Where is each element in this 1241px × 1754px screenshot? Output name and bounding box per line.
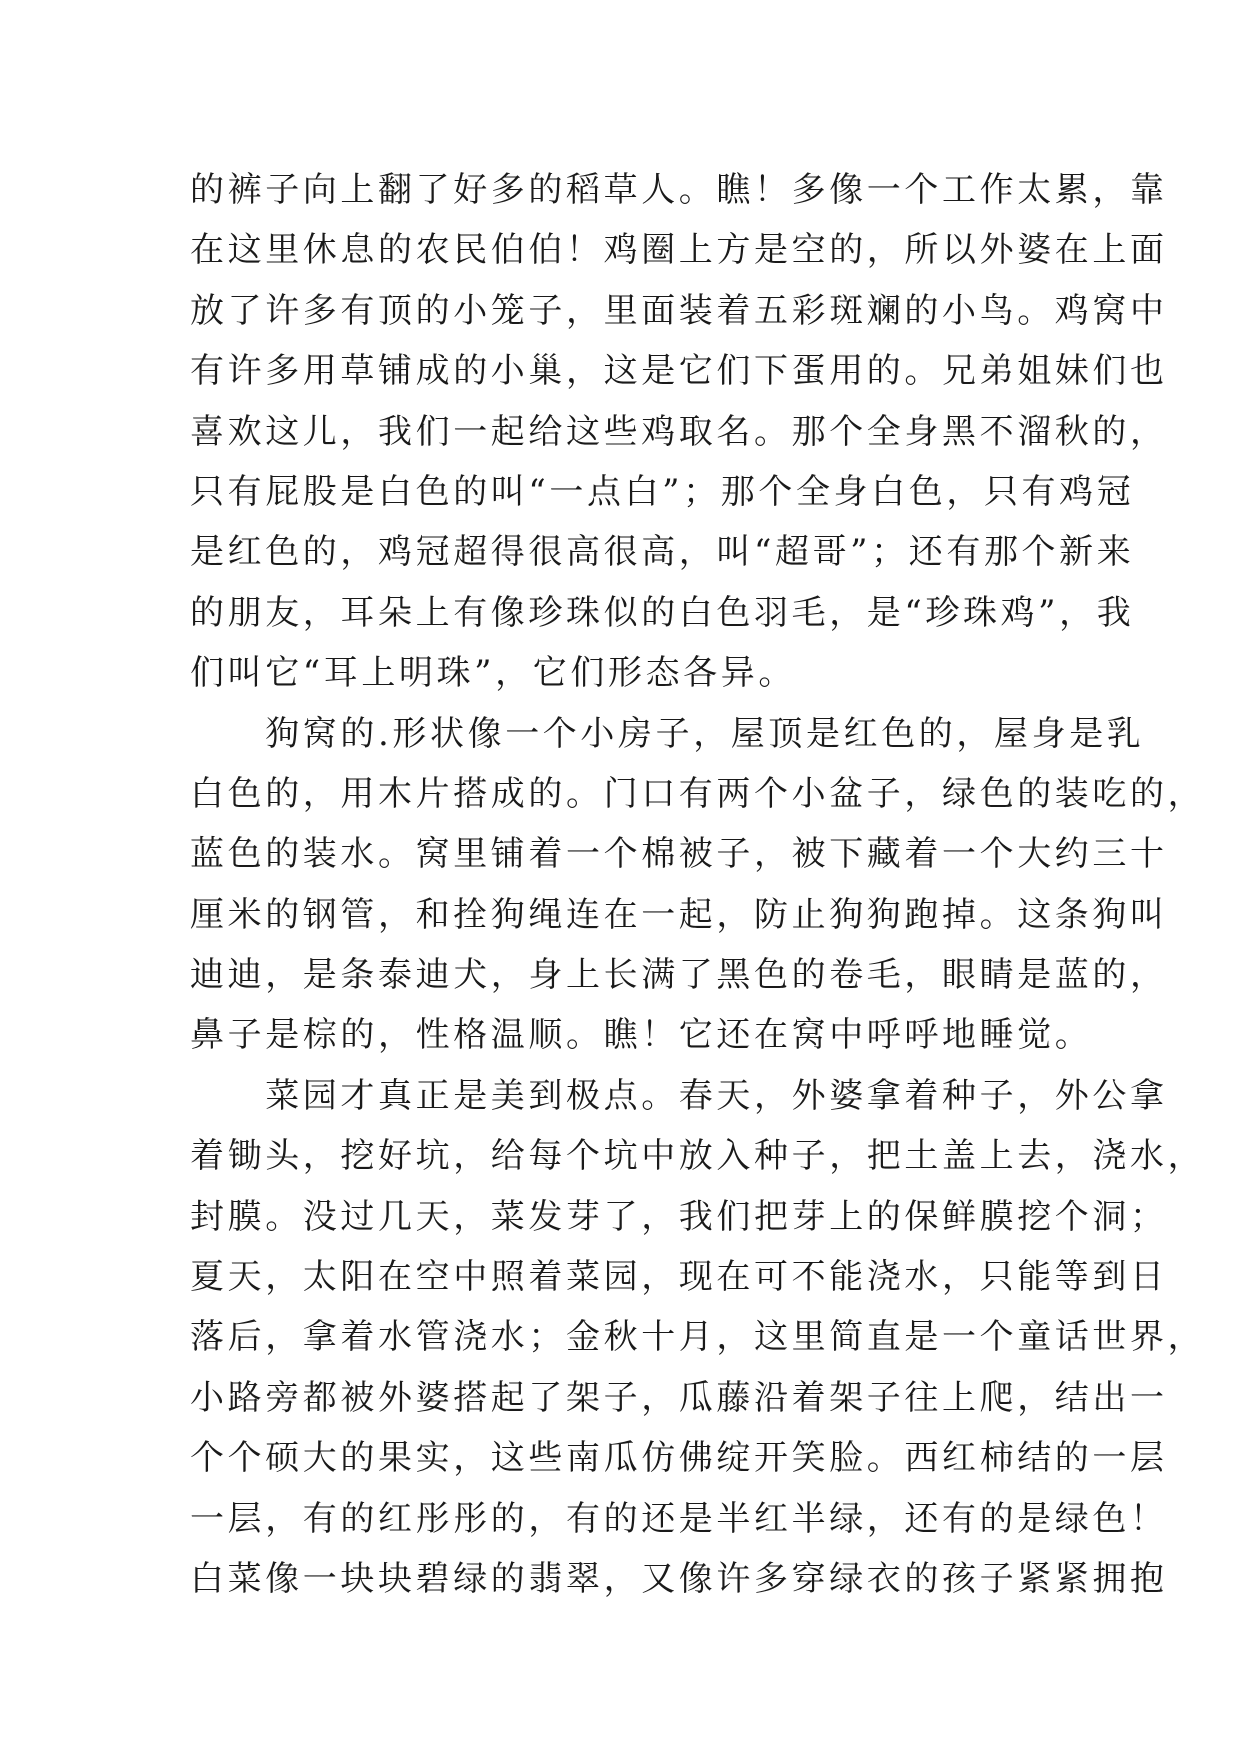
text-line: 蓝色的装水。窝里铺着一个棉被子，被下藏着一个大约三十 bbox=[190, 834, 1168, 875]
text-line: 们叫它“耳上明珠”，它们形态各异。 bbox=[190, 653, 796, 694]
text-line: 封膜。没过几天，菜发芽了，我们把芽上的保鲜膜挖个洞； bbox=[190, 1196, 1168, 1237]
text-line: 一层，有的红彤彤的，有的还是半红半绿，还有的是绿色！ bbox=[190, 1498, 1168, 1539]
paragraph-vegetable-garden bbox=[190, 1066, 1206, 1610]
text-line: 厘米的钢管，和拴狗绳连在一起，防止狗狗跑掉。这条狗叫 bbox=[190, 894, 1168, 935]
text-line: 放了许多有顶的小笼子，里面装着五彩斑斓的小鸟。鸡窝中 bbox=[190, 290, 1168, 331]
text-line: 的裤子向上翻了好多的稻草人。瞧！多像一个工作太累，靠 bbox=[190, 170, 1168, 210]
text-line: 狗窝的.形状像一个小房子，屋顶是红色的，屋身是乳 bbox=[190, 713, 1145, 754]
text-line: 的朋友，耳朵上有像珍珠似的白色羽毛，是“珍珠鸡”，我 bbox=[190, 592, 1135, 633]
text-line: 迪迪，是条泰迪犬，身上长满了黑色的卷毛，眼睛是蓝的， bbox=[190, 955, 1168, 996]
text-line: 喜欢这儿，我们一起给这些鸡取名。那个全身黑不溜秋的， bbox=[190, 411, 1168, 452]
text-line: 菜园才真正是美到极点。春天，外婆拿着种子，外公拿 bbox=[190, 1075, 1168, 1116]
paragraph-dog-kennel bbox=[190, 704, 1206, 1066]
text-line: 落后，拿着水管浇水；金秋十月，这里简直是一个童话世界， bbox=[190, 1317, 1206, 1358]
text-line: 着锄头，挖好坑，给每个坑中放入种子，把土盖上去，浇水， bbox=[190, 1136, 1206, 1177]
paragraph-chicken-coop bbox=[190, 160, 1168, 704]
text-line: 个个硕大的果实，这些南瓜仿佛绽开笑脸。西红柿结的一层 bbox=[190, 1438, 1168, 1479]
text-line: 夏天，太阳在空中照着菜园，现在可不能浇水，只能等到日 bbox=[190, 1257, 1168, 1298]
text-line: 鼻子是棕的，性格温顺。瞧！它还在窝中呼呼地睡觉。 bbox=[190, 1015, 1093, 1056]
text-line: 只有屁股是白色的叫“一点白”；那个全身白色，只有鸡冠 bbox=[190, 471, 1135, 512]
text-line: 有许多用草铺成的小巢，这是它们下蛋用的。兄弟姐妹们也 bbox=[190, 351, 1168, 392]
body-text bbox=[190, 160, 1206, 1609]
text-line: 白菜像一块块碧绿的翡翠，又像许多穿绿衣的孩子紧紧拥抱 bbox=[190, 1558, 1168, 1599]
text-line: 是红色的，鸡冠超得很高很高，叫“超哥”；还有那个新来 bbox=[190, 532, 1135, 573]
text-line: 在这里休息的农民伯伯！鸡圈上方是空的，所以外婆在上面 bbox=[190, 230, 1168, 271]
text-line: 小路旁都被外婆搭起了架子，瓜藤沿着架子往上爬，结出一 bbox=[190, 1377, 1168, 1418]
text-line: 白色的，用木片搭成的。门口有两个小盆子，绿色的装吃的， bbox=[190, 773, 1206, 814]
